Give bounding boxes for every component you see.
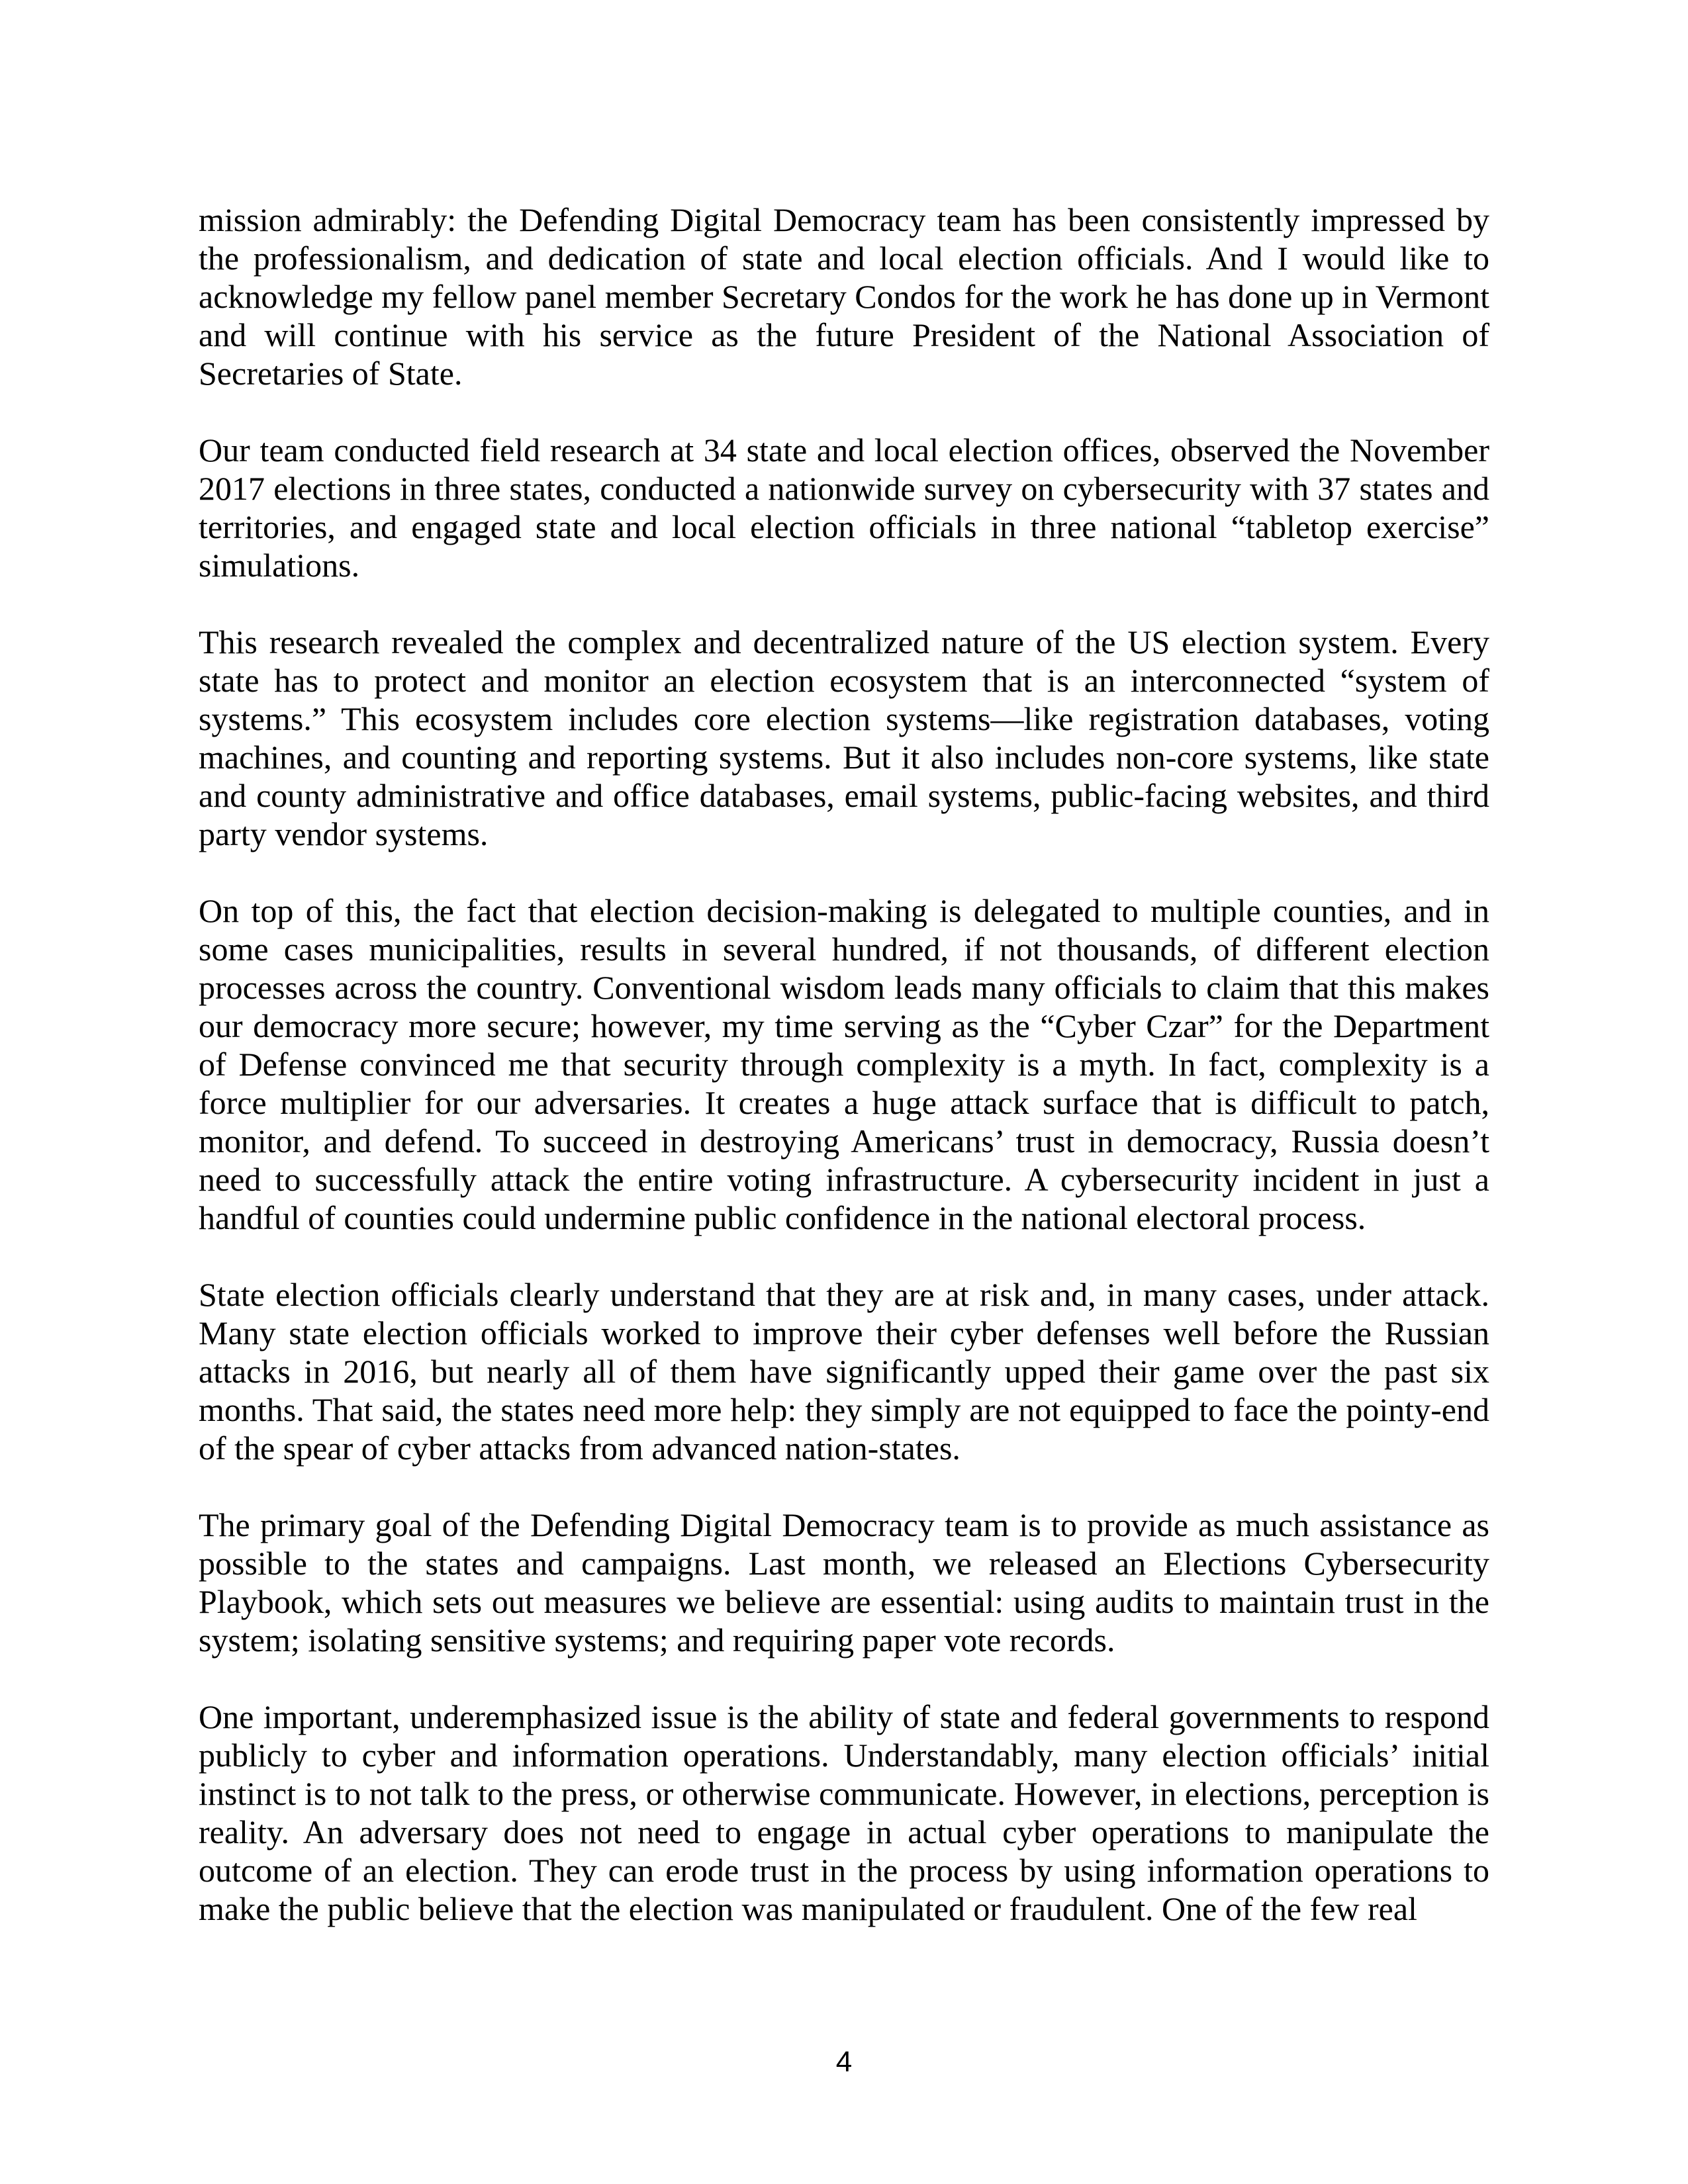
paragraph: This research revealed the complex and decentralized nature of the US election system. Every state has to protect and monitor an election ecosystem that is an interconnected “system of systems.” This ecosystem includes core election systems—like registration databases, voting machines, and counting and reporting systems. But it also includes non-core systems, like state and county administrative and office databases, email systems, public-facing websites, and third party vendor systems. — [199, 623, 1489, 852]
paragraph: The primary goal of the Defending Digital Democracy team is to provide as much assistance as possible to the states and campaigns. Last month, we released an Elections Cybersecurity Playbook, which sets out measures we believe are essential: using audits to maintain trust in the system; isolating sensitive systems; and requiring paper vote records. — [199, 1506, 1489, 1659]
paragraph: One important, underemphasized issue is the ability of state and federal governments to respond publicly to cyber and information operations. Understandably, many election officials’ initial instinct is to not talk to the press, or otherwise communicate. However, in elections, perception is reality. An adversary does not need to engage in actual cyber operations to manipulate the outcome of an election. They can erode trust in the process by using information operations to make the public believe that the election was manipulated or fraudulent. One of the few real — [199, 1698, 1489, 1927]
paragraph: State election officials clearly understand that they are at risk and, in many cases, under attack. Many state election officials worked to improve their cyber defenses well before the Russian attacks in 2016, but nearly all of them have significantly upped their game over the past six months. That said, the states need more help: they simply are not equipped to face the pointy-end of the spear of cyber attacks from advanced nation-states. — [199, 1276, 1489, 1467]
text-body — [199, 201, 1489, 1928]
page-number: 4 — [835, 2046, 853, 2078]
paragraph: On top of this, the fact that election decision-making is delegated to multiple counties, and in some cases municipalities, results in several hundred, if not thousands, of different election processes across the country. Conventional wisdom leads many officials to claim that this makes our democracy more secure; however, my time serving as the “Cyber Czar” for the Department of Defense convinced me that security through complexity is a myth. In fact, complexity is a force multiplier for our adversaries. It creates a huge attack surface that is difficult to patch, monitor, and defend. To succeed in destroying Americans’ trust in democracy, Russia doesn’t need to successfully attack the entire voting infrastructure. A cybersecurity incident in just a handful of counties could undermine public confidence in the national electoral process. — [199, 892, 1489, 1236]
paragraph: Our team conducted field research at 34 state and local election offices, observed the November 2017 elections in three states, conducted a nationwide survey on cybersecurity with 37 states and territories, and engaged state and local election officials in three national “tabletop exercise” simulations. — [199, 432, 1489, 584]
paragraph: mission admirably: the Defending Digital Democracy team has been consistently impressed by the professionalism, and dedication of state and local election officials. And I would like to acknowledge my fellow panel member Secretary Condos for the work he has done up in Vermont and will continue with his service as the future President of the National Association of Secretaries of State. — [199, 201, 1489, 392]
